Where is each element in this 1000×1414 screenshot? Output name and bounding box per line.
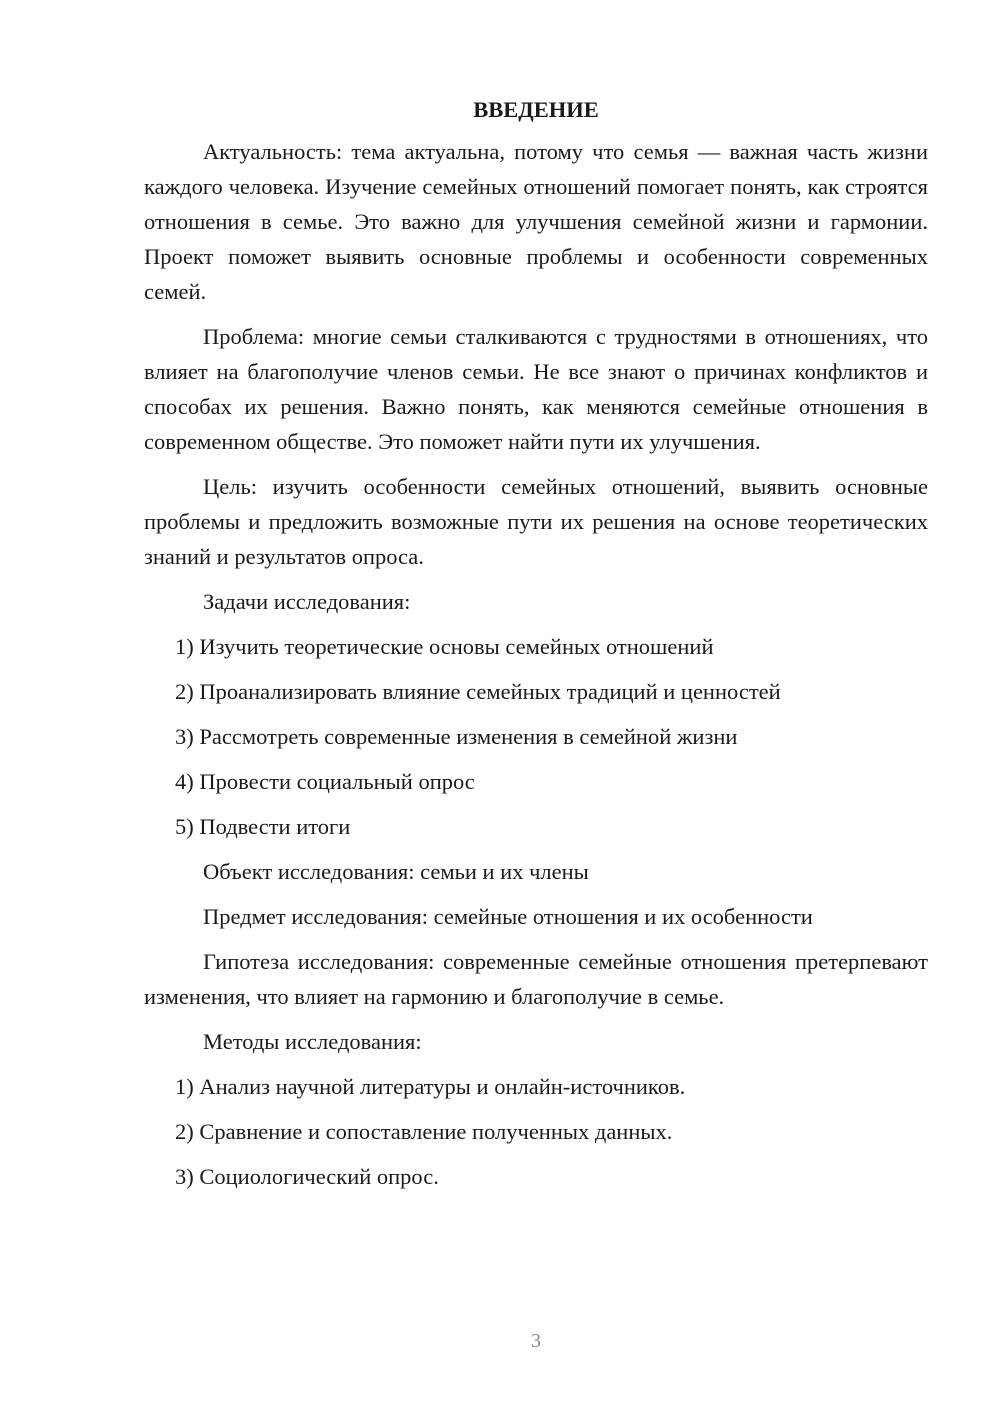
list-item: 1) Изучить теоретические основы семейных отношений (175, 634, 714, 659)
methods-heading: Методы исследования: (203, 1029, 422, 1054)
relevance-paragraph: Актуальность: тема актуальна, потому что семья — важная часть жизни каждого человека. Изучение семейных отношений помогает понять, как строятся отношения в семье. Это важно для улучшения семейной жизни и гармонии. Проект поможет выявить основные проблемы и особенности современных семей. (144, 139, 928, 304)
list-item: 3) Социологический опрос. (175, 1164, 439, 1189)
methods-list (144, 1069, 928, 1194)
subject-line: Предмет исследования: семейные отношения и их особенности (203, 904, 813, 929)
list-item: 5) Подвести итоги (175, 814, 351, 839)
page-number: 3 (531, 1330, 541, 1352)
tasks-heading: Задачи исследования: (203, 589, 411, 614)
hypothesis-paragraph: Гипотеза исследования: современные семейные отношения претерпевают изменения, что влияет на гармонию и благополучие в семье. (144, 949, 928, 1009)
object-line: Объект исследования: семьи и их члены (203, 859, 589, 884)
goal-paragraph: Цель: изучить особенности семейных отношений, выявить основные проблемы и предложить возможные пути их решения на основе теоретических знаний и результатов опроса. (144, 474, 928, 569)
page-title: ВВЕДЕНИЕ (473, 97, 599, 122)
problem-paragraph: Проблема: многие семьи сталкиваются с трудностями в отношениях, что влияет на благополучие членов семьи. Не все знают о причинах конфликтов и способах их решения. Важно понять, как меняются семейные отношения в современном обществе. Это поможет найти пути их улучшения. (144, 324, 928, 454)
page-content (144, 92, 928, 1204)
list-item: 1) Анализ научной литературы и онлайн-источников. (175, 1074, 686, 1099)
list-item: 4) Провести социальный опрос (175, 769, 475, 794)
tasks-list (144, 629, 928, 844)
list-item: 3) Рассмотреть современные изменения в семейной жизни (175, 724, 738, 749)
list-item: 2) Сравнение и сопоставление полученных данных. (175, 1119, 673, 1144)
list-item: 2) Проанализировать влияние семейных традиций и ценностей (175, 679, 781, 704)
